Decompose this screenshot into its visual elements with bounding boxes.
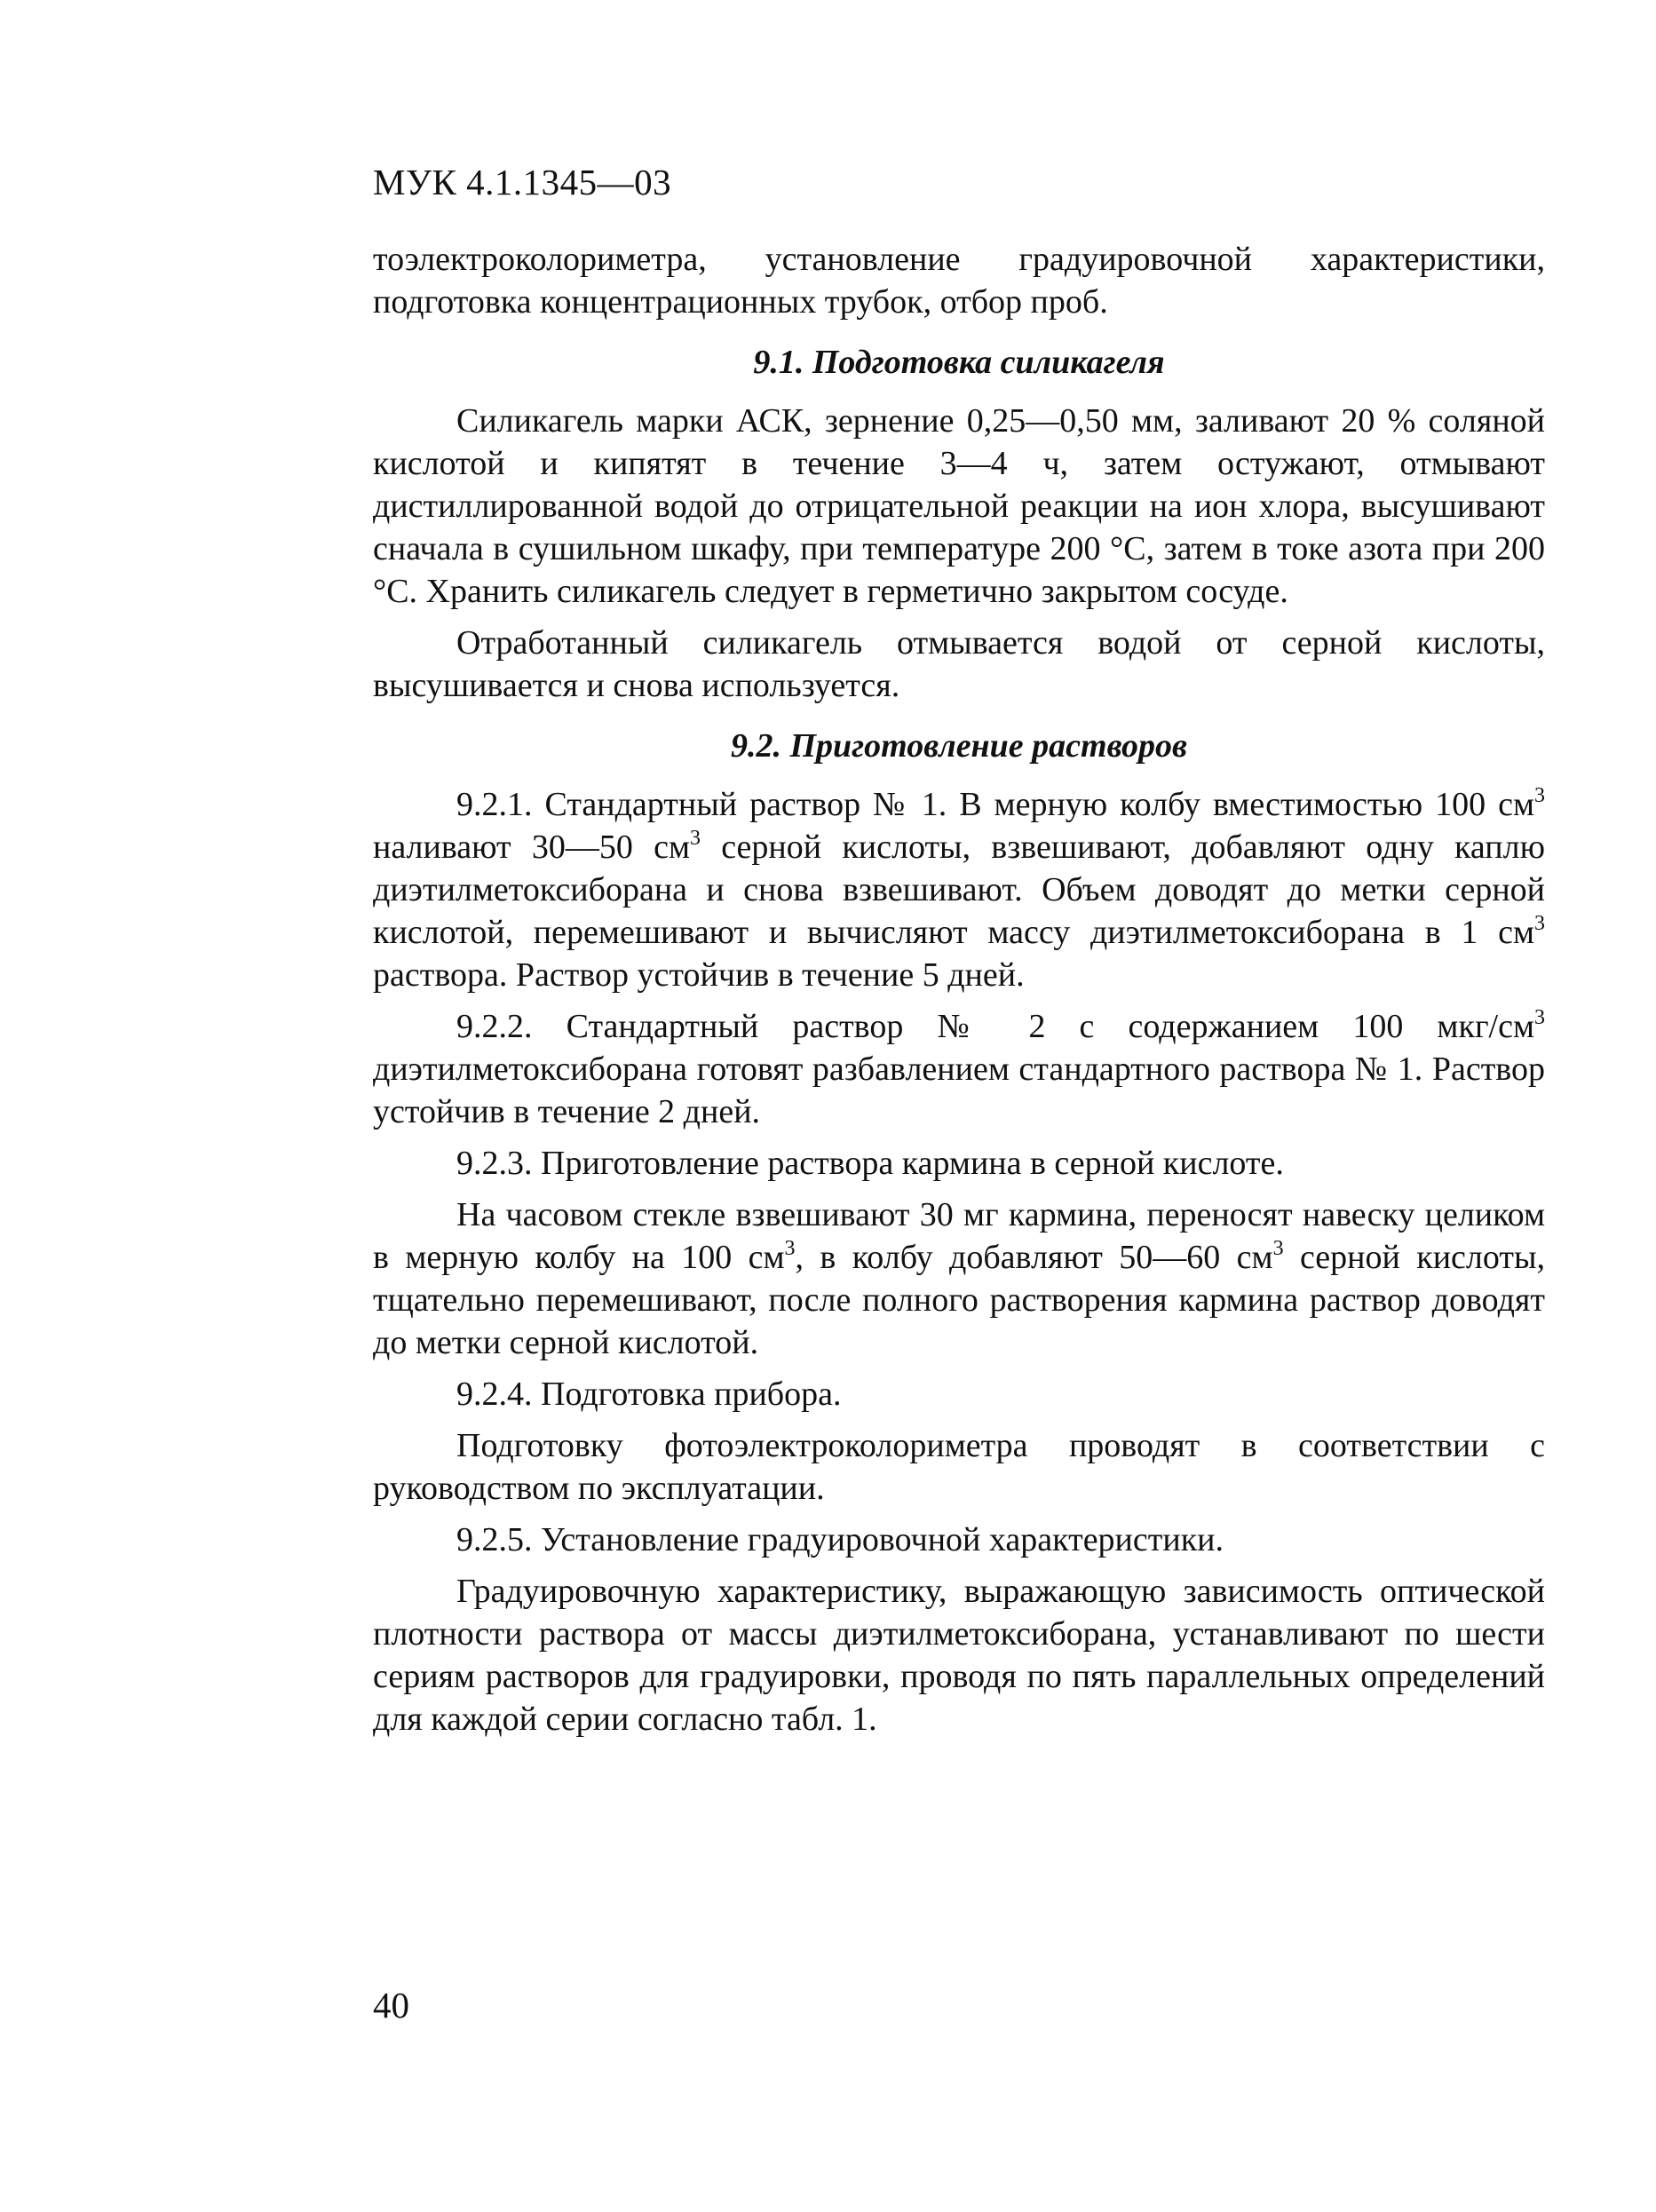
paragraph-9-2-1 — [373, 783, 1545, 996]
superscript: 3 — [1534, 784, 1545, 807]
text-segment: раствора. Раствор устойчив в течение 5 дней. — [373, 956, 1025, 994]
paragraph-9-2-3-body — [373, 1193, 1545, 1364]
paragraph-9-2-5-body: Градуировочную характеристику, выражающую зависимость оптической плотности раствора от массы диэтилметоксиборана, устанавливают по шести сериям растворов для градуировки, проводя по пять параллельных определений для каждой серии согласно табл. 1. — [373, 1573, 1545, 1738]
superscript: 3 — [1534, 1006, 1545, 1029]
superscript: 3 — [784, 1237, 796, 1260]
superscript: 3 — [1272, 1237, 1284, 1260]
paragraph-9-2-4-title: 9.2.4. Подготовка прибора. — [456, 1376, 842, 1413]
paragraph-9-2-5-title: 9.2.5. Установление градуировочной характеристики. — [456, 1521, 1224, 1558]
used-silica-gel-paragraph: Отработанный силикагель отмывается водой от серной кислоты, высушивается и снова используется. — [373, 624, 1545, 704]
text-segment: серной кислоты, взвешивают, добавляют одну каплю диэтилметоксиборана и снова взвешивают. Объем доводят до метки серной кислотой, перемешивают и вычисляют массу диэтилметоксиборана в 1 см — [373, 829, 1545, 951]
paragraph-9-2-3-title: 9.2.3. Приготовление раствора кармина в серной кислоте. — [456, 1145, 1284, 1182]
text-segment: , в колбу добавляют 50—60 см — [795, 1239, 1273, 1276]
intro-paragraph: тоэлектроколориметра, установление градуировочной характеристики, подготовка концентрационных трубок, отбор проб. — [373, 241, 1545, 321]
text-segment: 9.2.2. Стандартный раствор № 2 с содержанием 100 мкг/см — [456, 1008, 1534, 1045]
text-segment: наливают 30—50 см — [373, 829, 690, 866]
running-header: МУК 4.1.1345—03 — [373, 162, 672, 202]
silica-gel-preparation-paragraph: Силикагель марки АСК, зернение 0,25—0,50 мм, заливают 20 % соляной кислотой и кипятят в течение 3—4 ч, затем остужают, отмывают дистиллированной водой до отрицательной реакции на ион хлора, высушивают сначала в сушильном шкафу, при температуре 200 °С, затем в токе азота при 200 °С. Хранить силикагель следует в герметично закрытом сосуде. — [373, 402, 1545, 610]
section-heading-9-1: 9.1. Подготовка силикагеля — [753, 344, 1165, 381]
paragraph-9-2-4-body: Подготовку фотоэлектроколориметра проводят в соответствии с руководством по эксплуатации. — [373, 1427, 1545, 1507]
text-segment: диэтилметоксиборана готовят разбавлением стандартного раствора № 1. Раствор устойчив в течение 2 дней. — [373, 1051, 1545, 1130]
superscript: 3 — [1534, 912, 1545, 935]
text-segment: серной кислоты, тщательно перемешивают, после полного растворения кармина раствор доводят до метки серной кислотой. — [373, 1239, 1545, 1361]
section-heading-9-2: 9.2. Приготовление растворов — [730, 727, 1188, 765]
paragraph-9-2-2 — [373, 1005, 1545, 1133]
text-segment: На часовом стекле взвешивают 30 мг кармина, переносят навеску целиком в мерную колбу на 100 см — [373, 1196, 1545, 1276]
superscript: 3 — [690, 827, 701, 850]
page-number: 40 — [373, 1985, 409, 2026]
document-page — [373, 160, 1545, 1740]
text-segment: 9.2.1. Стандартный раствор № 1. В мерную колбу вместимостью 100 см — [456, 786, 1534, 823]
